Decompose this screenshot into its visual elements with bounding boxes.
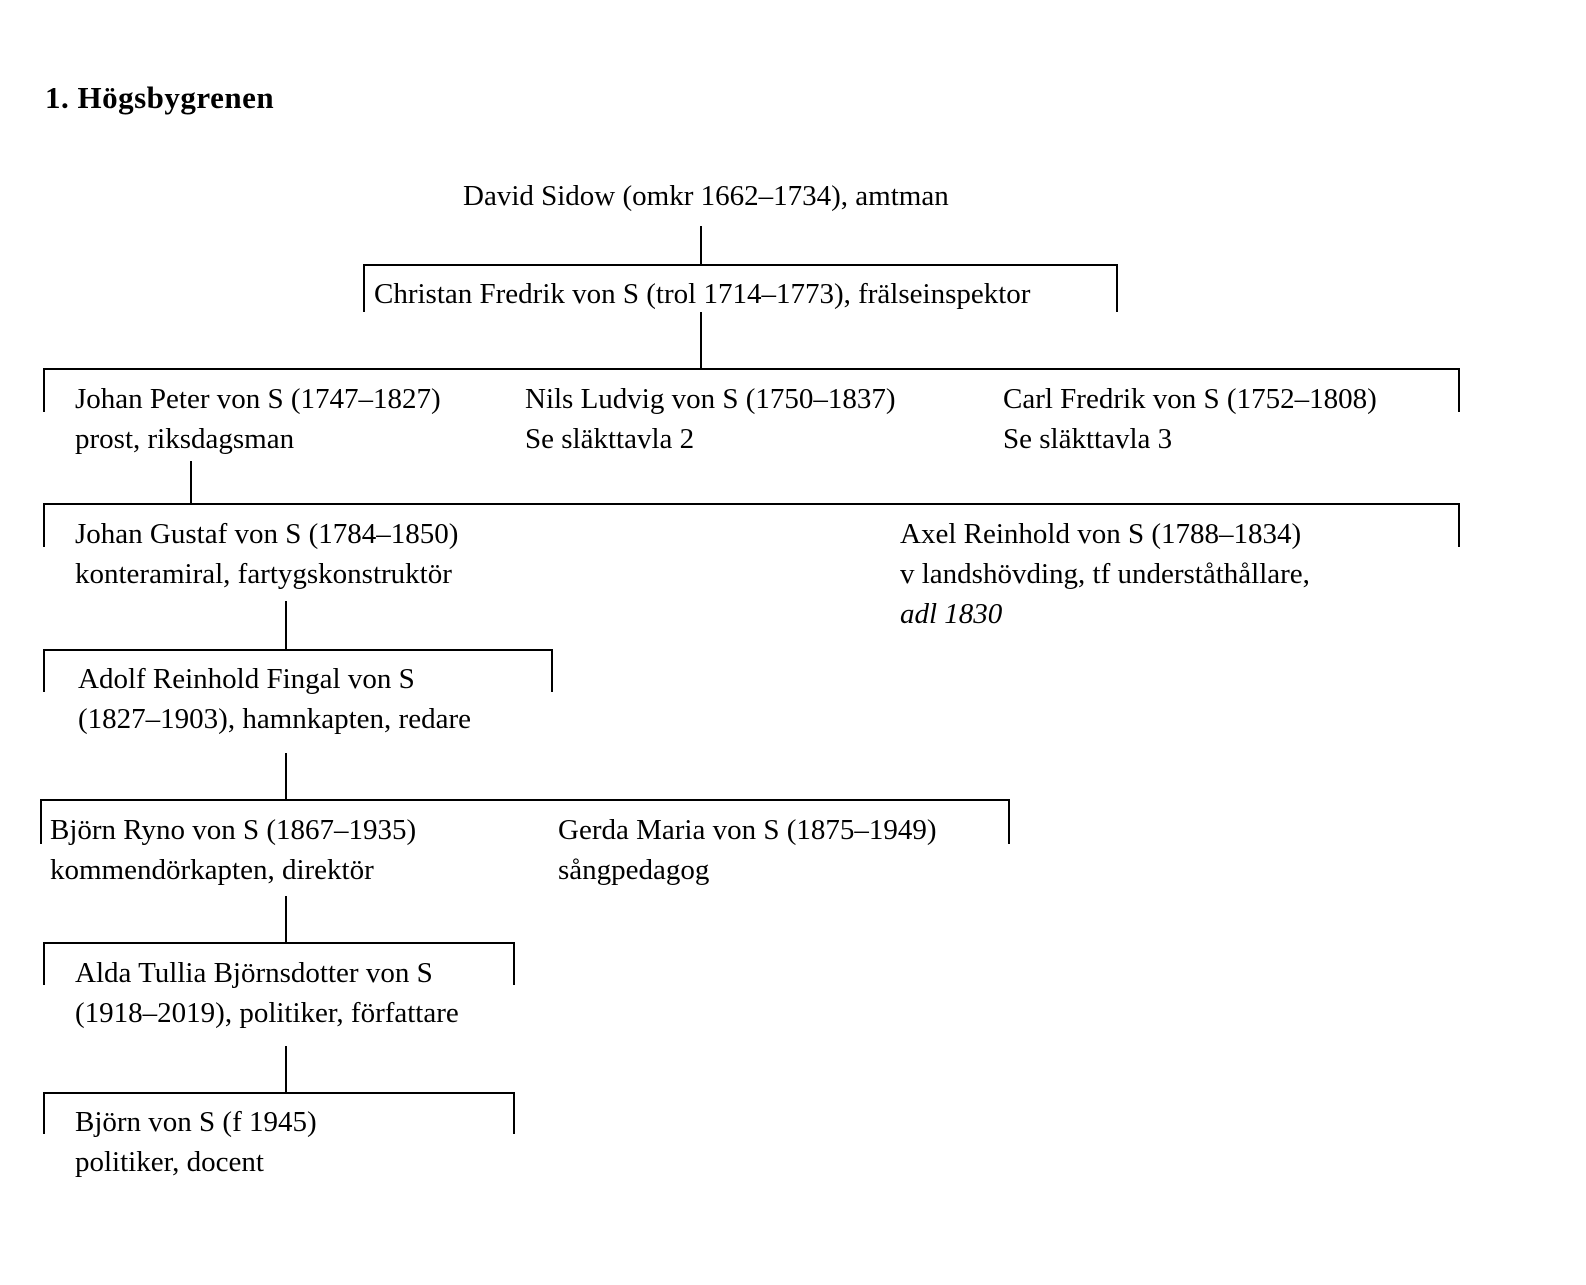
person-adolf-reinhold-fingal [78, 659, 471, 739]
person-name: Gerda Maria von S (1875–1949) [558, 814, 937, 846]
person-ennoblement-note: adl 1830 [900, 598, 1003, 630]
connector-christan-down [700, 312, 702, 368]
person-name: Alda Tullia Björnsdotter von S [75, 957, 433, 989]
person-gerda-maria [558, 810, 937, 890]
person-occupation: kommendörkapten, direktör [50, 854, 374, 886]
person-name: Adolf Reinhold Fingal von S [78, 663, 415, 695]
person-name: Björn Ryno von S (1867–1935) [50, 814, 417, 846]
person-carl-fredrik [1003, 379, 1377, 459]
person-alda-tullia [75, 953, 459, 1033]
person-bjorn [75, 1102, 317, 1182]
connector-adolf-down [285, 753, 287, 799]
person-occupation: sångpedagog [558, 854, 710, 886]
person-name: Carl Fredrik von S (1752–1808) [1003, 383, 1377, 415]
person-bjorn-ryno [50, 810, 416, 890]
person-johan-peter [75, 379, 441, 459]
person-name: Nils Ludvig von S (1750–1837) [525, 383, 896, 415]
connector-david-down [700, 226, 702, 264]
person-name: Johan Peter von S (1747–1827) [75, 383, 441, 415]
person-axel-reinhold [900, 514, 1310, 634]
connector-johan-peter-down [190, 461, 192, 503]
person-name: David Sidow (omkr 1662–1734), amtman [463, 180, 949, 212]
page-title: 1. Högsbygrenen [45, 80, 275, 115]
person-christan-fredrik [374, 274, 1030, 314]
person-david-sidow [463, 176, 949, 216]
connector-bjorn-ryno-down [285, 896, 287, 942]
person-occupation: prost, riksdagsman [75, 423, 295, 455]
person-cross-reference: Se släkttavla 2 [525, 423, 695, 455]
person-occupation: politiker, docent [75, 1146, 264, 1178]
connector-alda-down [285, 1046, 287, 1092]
person-name: Axel Reinhold von S (1788–1834) [900, 518, 1302, 550]
person-name: Christan Fredrik von S (trol 1714–1773), frälseinspektor [374, 278, 1031, 310]
person-occupation: (1918–2019), politiker, författare [75, 997, 459, 1029]
person-occupation: konteramiral, fartygskonstruktör [75, 558, 452, 590]
person-name: Björn von S (f 1945) [75, 1106, 317, 1138]
connector-johan-gustaf-down [285, 601, 287, 649]
person-name: Johan Gustaf von S (1784–1850) [75, 518, 459, 550]
person-johan-gustaf [75, 514, 458, 594]
person-occupation: v landshövding, tf underståthållare, [900, 558, 1310, 590]
person-nils-ludvig [525, 379, 896, 459]
person-occupation: (1827–1903), hamnkapten, redare [78, 703, 471, 735]
person-cross-reference: Se släkttavla 3 [1003, 423, 1173, 455]
